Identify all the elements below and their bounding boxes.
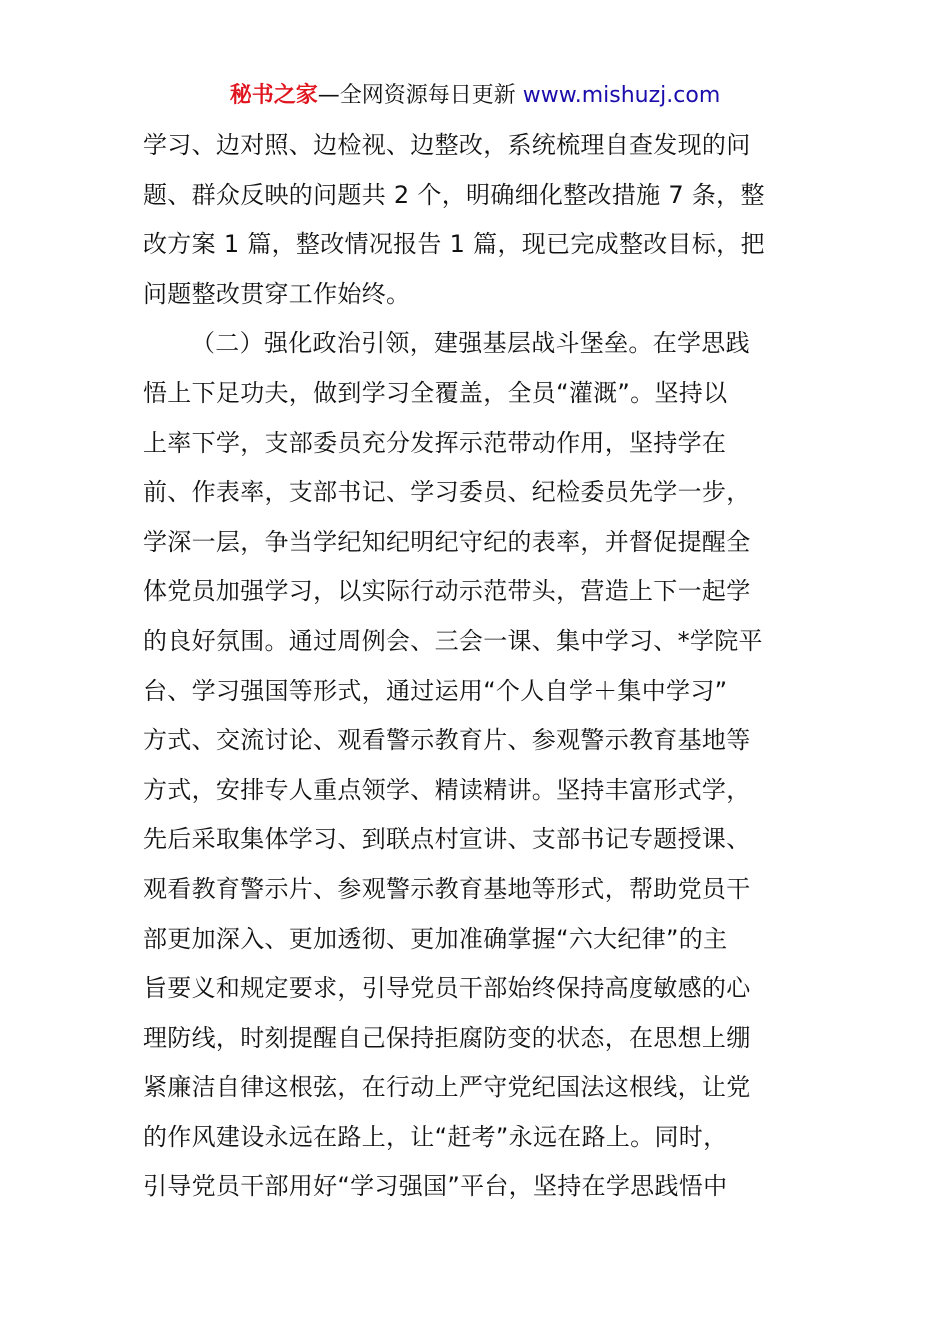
text-line: 上率下学，支部委员充分发挥示范带动作用，坚持学在: [143, 428, 727, 457]
text-line: 题、群众反映的问题共 2 个，明确细化整改措施 7 条，整: [143, 180, 765, 209]
text-line: 的良好氛围。通过周例会、三会一课、集中学习、*学院平: [143, 626, 763, 655]
website-link[interactable]: www.mishuzj.com: [522, 83, 721, 108]
text-line: 改方案 1 篇，整改情况报告 1 篇，现已完成整改目标，把: [143, 230, 765, 259]
text-line: 台、学习强国等形式，通过运用“个人自学＋集中学习”: [143, 676, 728, 705]
text-line: 理防线，时刻提醒自己保持拒腐防变的状态，在思想上绷: [143, 1023, 751, 1052]
text-line: 学习、边对照、边检视、边整改，系统梳理自查发现的问: [143, 131, 751, 159]
text-line: 引导党员干部用好“学习强国”平台，坚持在学思践悟中: [143, 1172, 728, 1201]
document-body: [143, 121, 813, 1212]
text-line: 的作风建设永远在路上，让“赶考”永远在路上。同时，: [143, 1122, 728, 1151]
text-line: 先后采取集体学习、到联点村宣讲、支部书记专题授课、: [143, 825, 751, 854]
text-line: 悟上下足功夫，做到学习全覆盖，全员“灌溉”。坚持以: [143, 378, 728, 407]
text-line: 问题整改贯穿工作始终。: [143, 279, 411, 308]
text-line: 前、作表率，支部书记、学习委员、纪检委员先学一步，: [143, 478, 751, 507]
section-heading-line: （二）强化政治引领，建强基层战斗堡垒。在学思践: [191, 329, 750, 358]
text-line: 旨要义和规定要求，引导党员干部始终保持高度敏感的心: [143, 974, 751, 1003]
text-line: 紧廉洁自律这根弦，在行动上严守党纪国法这根线，让党: [143, 1073, 751, 1102]
text-line: 观看教育警示片、参观警示教育基地等形式，帮助党员干: [143, 874, 751, 903]
text-line: 方式，安排专人重点领学、精读精讲。坚持丰富形式学，: [143, 775, 751, 804]
text-line: 方式、交流讨论、观看警示教育片、参观警示教育基地等: [143, 726, 751, 755]
page-header: [0, 78, 950, 114]
text-line: 体党员加强学习，以实际行动示范带头，营造上下一起学: [143, 577, 751, 606]
text-line: 学深一层，争当学纪知纪明纪守纪的表率，并督促提醒全: [143, 527, 751, 556]
header-tagline: —全网资源每日更新: [317, 83, 516, 108]
text-line: 部更加深入、更加透彻、更加准确掌握“六大纪律”的主: [143, 924, 728, 953]
brand-name: 秘书之家: [229, 83, 318, 108]
